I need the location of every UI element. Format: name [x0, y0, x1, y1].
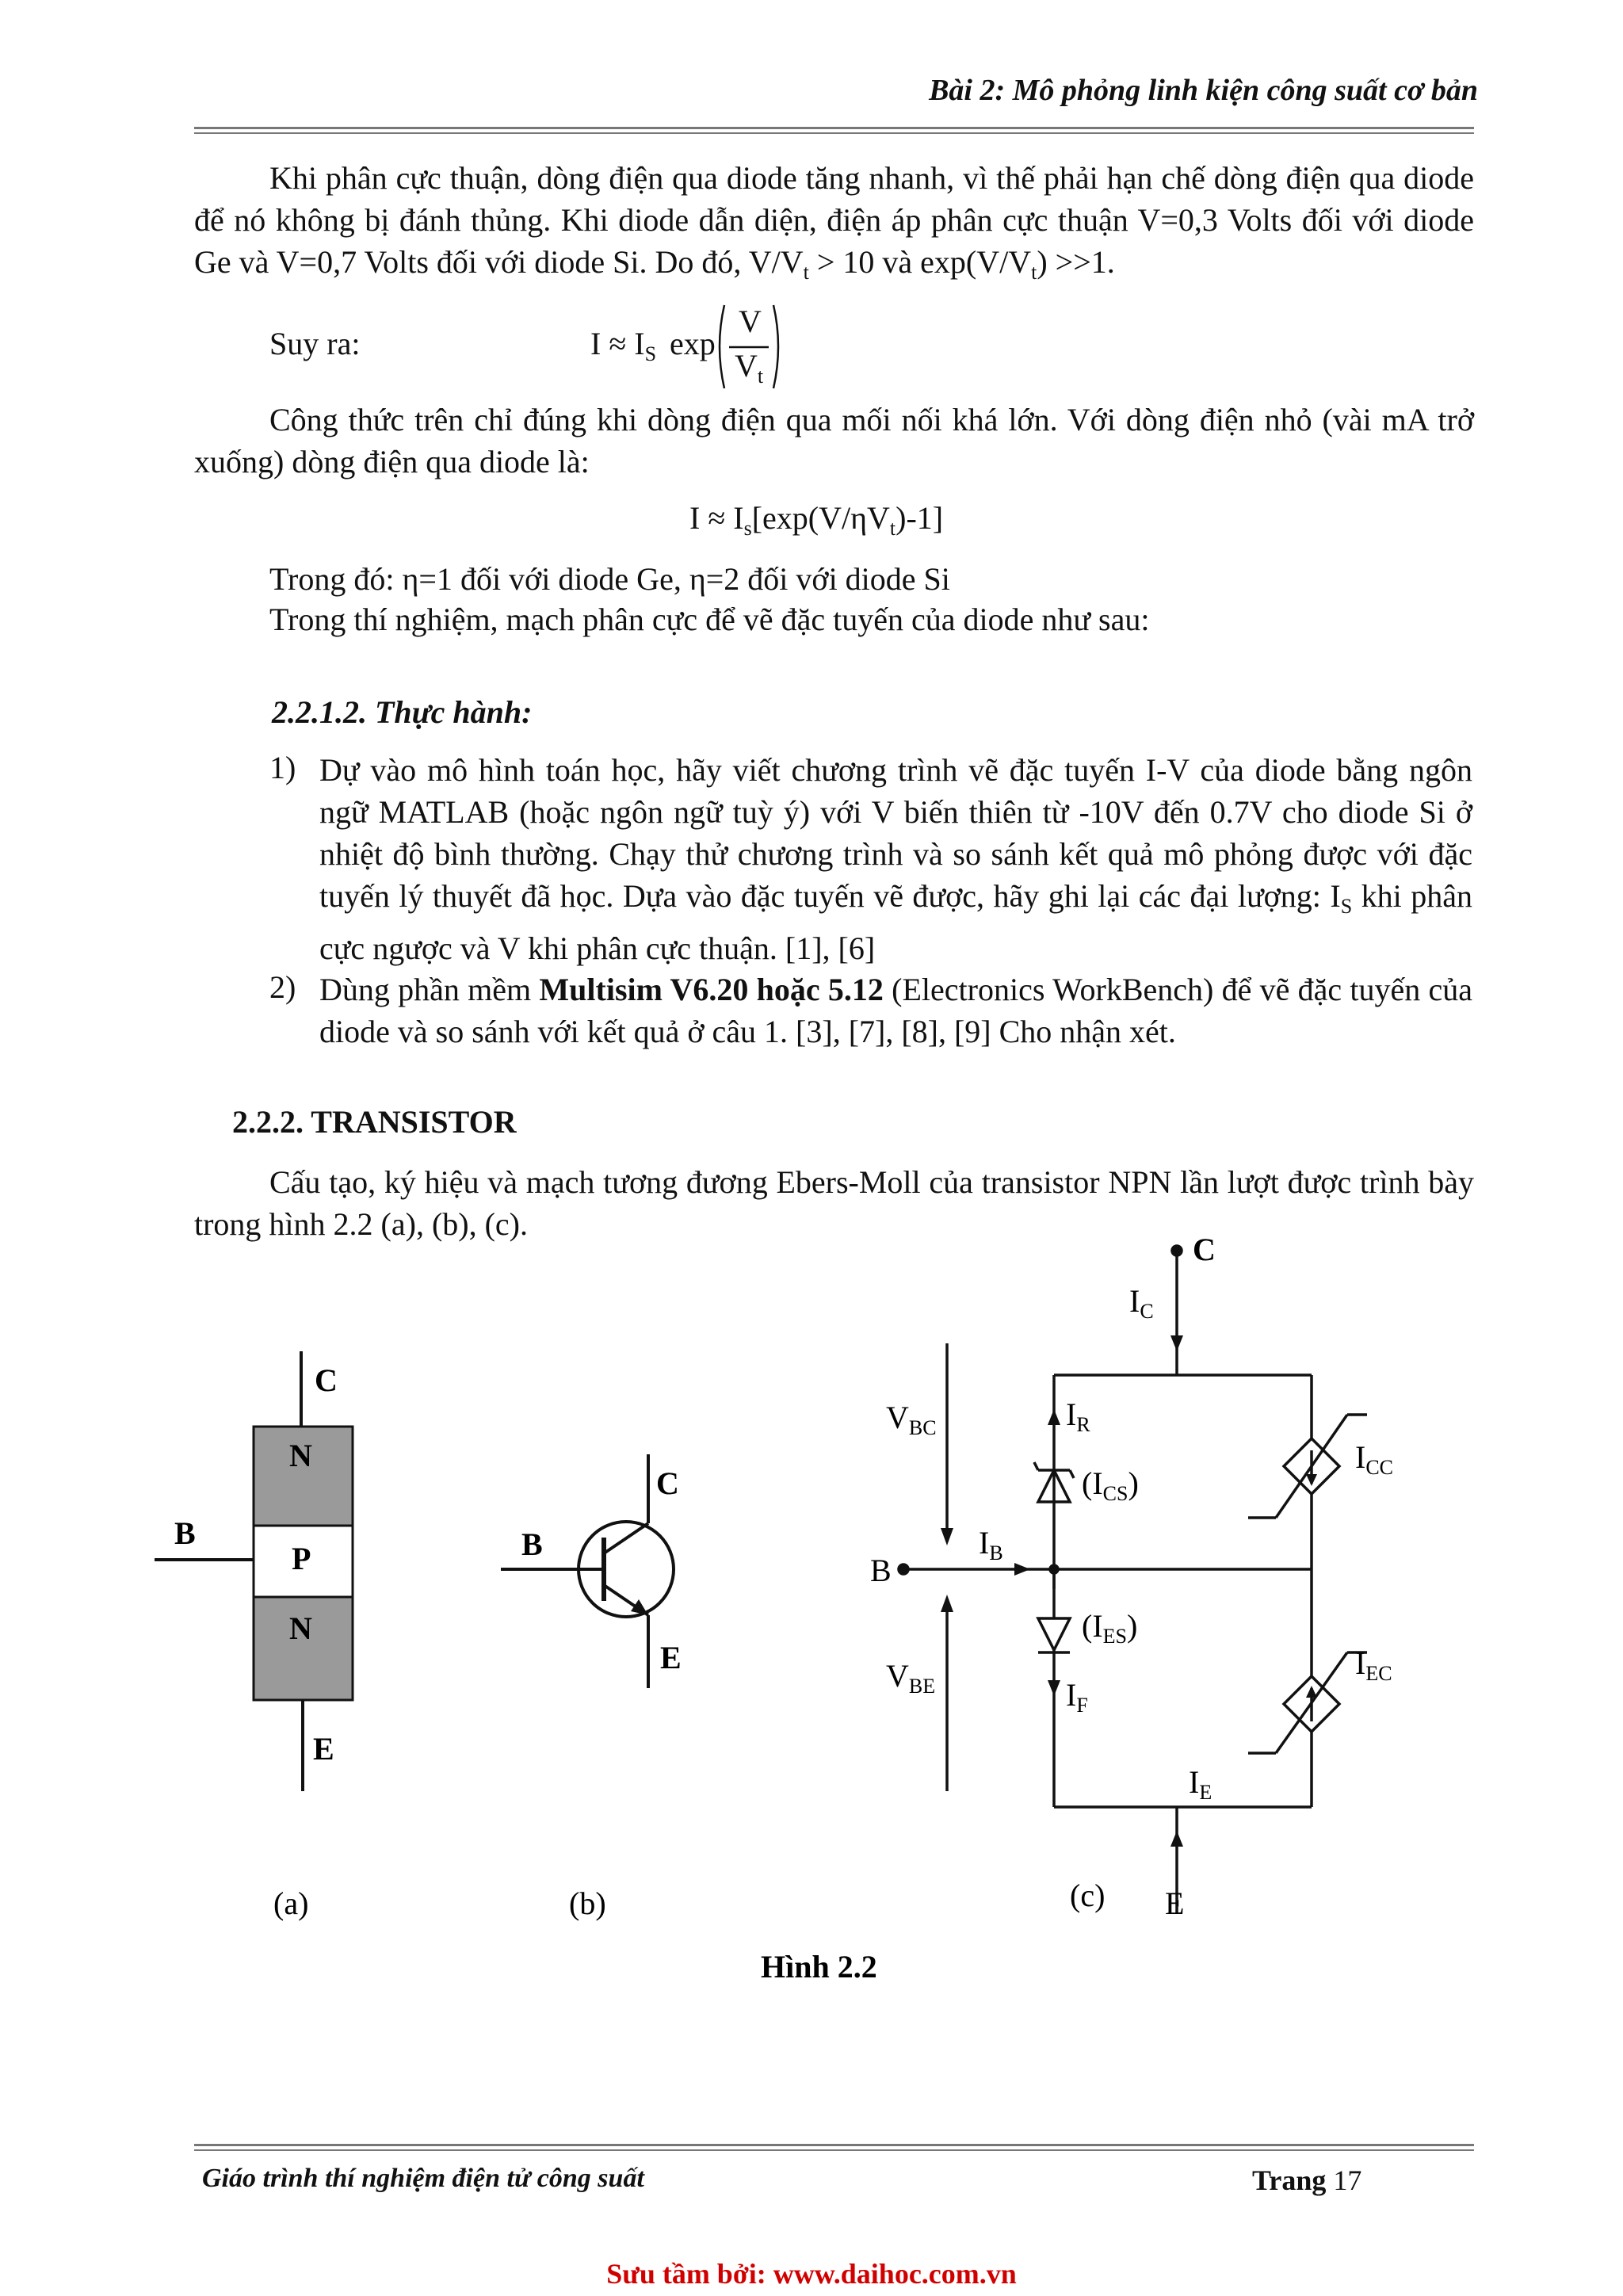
source-credit-link[interactable]: www.daihoc.com.vn	[773, 2258, 1017, 2290]
figure-a-label-b: B	[174, 1515, 196, 1551]
figure-a-label-c: C	[315, 1362, 338, 1398]
figure-c-label-ib: $I_B$	[979, 1525, 1003, 1564]
figure-b-symbol	[501, 1454, 682, 1921]
source-credit: Sưu tầm bởi: www.daihoc.com.vn	[606, 2258, 1017, 2290]
formula-2: $I \approx I_s[\exp(V/\eta V_t)-1]$	[689, 500, 944, 540]
figure-c-circuit	[899, 1246, 1367, 1914]
practice-item-2-number: 2)	[269, 969, 296, 1005]
figure-c-label-c: C	[1193, 1232, 1216, 1267]
figure-2-2	[0, 1189, 1623, 2013]
formula-1-denominator: $V_t$	[735, 348, 764, 388]
figure-c-label-ic: $I_C$	[1129, 1283, 1154, 1323]
figure-c-labels	[870, 1232, 1393, 1921]
figure-a-label-e: E	[313, 1731, 334, 1767]
intro-paragraph-1: Khi phân cực thuận, dòng điện qua diode tăng nhanh, vì thế phải hạn chế dòng điện qua diode để nó không bị đánh thủng. Khi diode dẫn diện, điện áp phân cực thuận V=0,3 Volts đối với diode Ge và V=0,7 Volts đối với diode Si. Do đó, $V/V_t > 10$ và $\exp(V/V_t) >>1$.	[194, 160, 1474, 284]
intro-paragraph-3: Trong đó: η=1 đối với diode Ge, η=2 đối với diode Si	[269, 561, 950, 597]
footer-rule	[194, 2144, 1474, 2151]
figure-a-label-n2: N	[289, 1610, 312, 1646]
figure-a-label-n1: N	[289, 1438, 312, 1473]
figure-c-label-ir: $I_R$	[1066, 1396, 1090, 1436]
suy-ra-label: Suy ra:	[269, 326, 361, 361]
figure-c-label-b: B	[870, 1553, 892, 1588]
practice-heading: 2.2.1.2. Thực hành:	[272, 694, 533, 730]
figure-c-caption: (c)	[1070, 1878, 1106, 1913]
figure-c-label-icc: $I_{CC}$	[1355, 1439, 1394, 1479]
figure-c-label-ies: $(I_{ES})$	[1082, 1608, 1138, 1648]
intro-paragraph-2: Công thức trên chỉ đúng khi dòng điện qua mối nối khá lớn. Với dòng điện nhỏ (vài mA trở xuống) dòng điện qua diode là:	[194, 402, 1474, 479]
figure-c-label-iec: $I_{EC}$	[1355, 1645, 1392, 1685]
footer-book-title: Giáo trình thí nghiệm điện tử công suất	[202, 2164, 644, 2193]
figure-b-label-e: E	[660, 1640, 682, 1675]
figure-c-label-if: $I_F$	[1066, 1677, 1088, 1717]
figure-c-label-e: E	[1165, 1885, 1185, 1921]
transistor-heading: 2.2.2. TRANSISTOR	[232, 1104, 517, 1140]
figure-a-structure	[155, 1351, 353, 1921]
practice-item-1-text: Dự vào mô hình toán học, hãy viết chương trình vẽ đặc tuyến I-V của diode bằng ngôn ngữ MATLAB (hoặc ngôn ngữ tuỳ ý) với V biến thiên từ -10V đến 0.7V cho diode Si ở nhiệt độ bình thường. Chạy thử chương trình và so sánh kết quả mô phỏng được với đặc tuyến lý thuyết đã học. Dựa vào đặc tuyến vẽ được, hãy ghi lại các đại lượng: $I_S$ khi phân cực ngược và V khi phân cực thuận. [1], [6]	[319, 752, 1472, 966]
figure-c-label-vbc: $V_{BC}$	[886, 1400, 937, 1439]
figure-a-caption: (a)	[273, 1885, 309, 1921]
formula-1-lhs: $I \approx I_S$	[590, 326, 657, 365]
figure-b-caption: (b)	[569, 1885, 606, 1921]
figure-b-label-b: B	[521, 1526, 543, 1562]
page-header-title: Bài 2: Mô phỏng linh kiện công suất cơ bản	[929, 74, 1478, 107]
footer-page-number: Trang 17	[1252, 2164, 1362, 2196]
figure-c-label-ie: $I_E$	[1189, 1764, 1212, 1804]
formula-1-numerator: V	[739, 304, 762, 339]
practice-item-2-text: Dùng phần mềm Multisim V6.20 hoặc 5.12 (Electronics WorkBench) để vẽ đặc tuyến của diode và so sánh với kết quả ở câu 1. [3], [7], [8], [9] Cho nhận xét.	[319, 972, 1473, 1049]
figure-a-label-p: P	[292, 1541, 311, 1576]
figure-b-label-c: C	[656, 1465, 679, 1501]
intro-paragraph-4: Trong thí nghiệm, mạch phân cực để vẽ đặc tuyến của diode như sau:	[269, 602, 1150, 637]
formula-1	[590, 301, 804, 392]
formula-1-exp: exp	[670, 326, 716, 361]
header-rule	[194, 127, 1474, 134]
practice-item-1-number: 1)	[269, 750, 296, 785]
transistor-paragraph: Cấu tạo, ký hiệu và mạch tương đương Ebers-Moll của transistor NPN lần lượt được trình bày trong hình 2.2 (a), (b), (c).	[194, 1164, 1474, 1242]
figure-c-label-ics: $(I_{CS})$	[1082, 1465, 1139, 1505]
figure-c-label-vbe: $V_{BE}$	[886, 1658, 936, 1698]
figure-title: Hình 2.2	[761, 1949, 877, 1985]
